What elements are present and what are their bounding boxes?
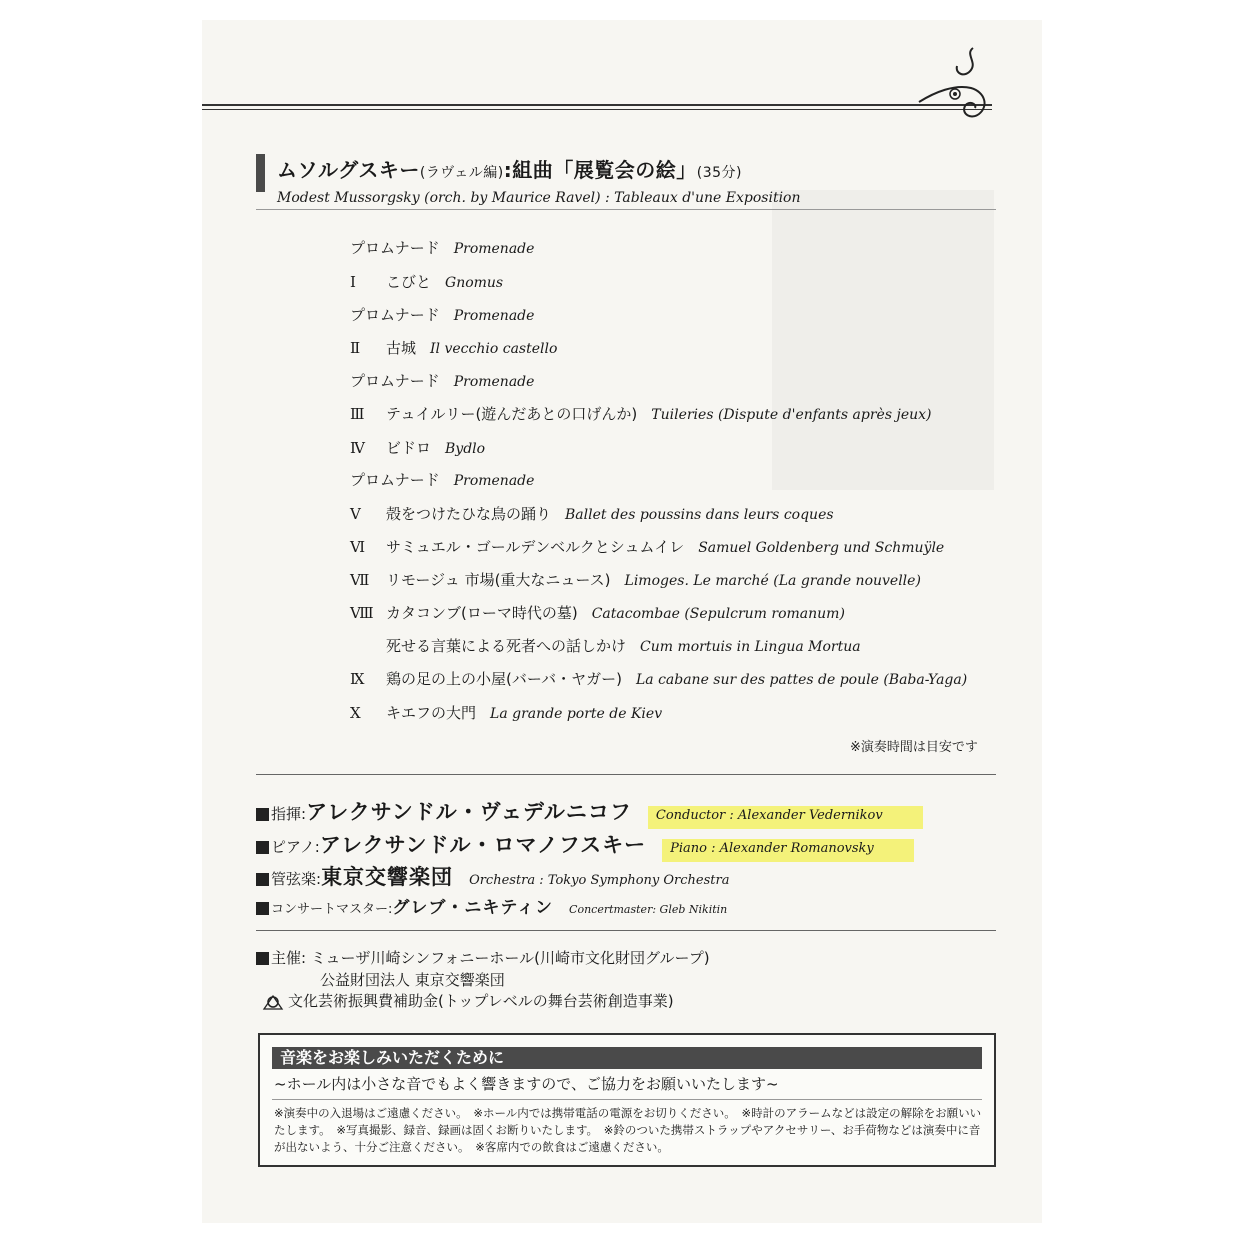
- performer-pianist: ピアノ:アレクサンドル・ロマノフスキー Piano : Alexander Romanovsky: [256, 829, 914, 859]
- flourish-ornament-icon: [915, 44, 995, 124]
- movement-item: Ⅲ テュイルリー(遊んだあとの口げんか) Tuileries (Dispute d'enfants après jeux): [350, 405, 932, 423]
- performer-concertmaster: コンサートマスター:グレブ・ニキティン Concertmaster: Gleb Nikitin: [256, 893, 727, 918]
- notice-subheading: ~ホール内は小さな音でもよく響きますので、ご協力をお願いいたします~: [274, 1075, 779, 1093]
- movement-item: Ⅰ こびと Gnomus: [350, 273, 504, 291]
- work-title: [277, 154, 742, 183]
- section-divider: [256, 930, 996, 931]
- movement-item: 死せる言葉による死者への話しかけ Cum mortuis in Lingua Mortua: [386, 637, 861, 655]
- movement-item: Ⅱ 古城 Il vecchio castello: [350, 339, 558, 357]
- duration: (35分): [696, 165, 743, 181]
- performer-conductor: 指揮:アレクサンドル・ヴェデルニコフ Conductor : Alexander Vedernikov: [256, 796, 923, 826]
- movement-item: Ⅵ サミュエル・ゴールデンベルクとシュムイレ Samuel Goldenberg und Schmuÿle: [350, 538, 945, 556]
- movement-item: プロムナード Promenade: [350, 239, 535, 257]
- movement-item: Ⅷ カタコンブ(ローマ時代の墓) Catacombae (Sepulcrum romanum): [350, 604, 845, 622]
- organizer-line-2: 公益財団法人 東京交響楽団: [320, 971, 505, 989]
- bullet-square-icon: [256, 841, 269, 854]
- composer: ムソルグスキー: [277, 158, 420, 182]
- organizer-line: 主催: ミューザ川崎シンフォニーホール(川崎市文化財団グループ): [256, 947, 710, 968]
- movement-item: プロムナード Promenade: [350, 471, 535, 489]
- grant-line: 文化芸術振興費補助金(トップレベルの舞台芸術創造事業): [262, 990, 674, 1011]
- movement-item: プロムナード Promenade: [350, 306, 535, 324]
- notice-body: ※演奏中の入退場はご遠慮ください。 ※ホール内では携帯電話の電源をお切りください。 ※時計のアラームなどは設定の解除をお願いいたします。 ※写真撮影、録音、録画は固くお断りいたします。 ※鈴のついた携帯ストラップやアクセサリー、お手荷物などは演奏中に音が出ないよう、十分ご注意ください。 ※客席内での飲食はご遠慮ください。: [274, 1106, 982, 1154]
- bullet-square-icon: [256, 902, 269, 915]
- performer-orchestra: 管弦楽:東京交響楽団 Orchestra : Tokyo Symphony Orchestra: [256, 861, 729, 891]
- movement-item: Ⅳ ビドロ Bydlo: [350, 439, 486, 457]
- movement-item: プロムナード Promenade: [350, 372, 535, 390]
- work-subtitle: Modest Mussorgsky (orch. by Maurice Ravel) : Tableaux d'une Exposition: [277, 190, 801, 206]
- bullet-square-icon: [256, 873, 269, 886]
- movement-item: Ⅹ キエフの大門 La grande porte de Kiev: [350, 704, 663, 722]
- culture-agency-emblem-icon: [262, 993, 284, 1011]
- subtitle-rule: [256, 209, 996, 210]
- show-through-shadow: [772, 190, 994, 490]
- bullet-square-icon: [256, 808, 269, 821]
- arranger: (ラヴェル編): [419, 165, 504, 181]
- notice-heading: 音楽をお楽しみいただくために: [272, 1047, 982, 1069]
- movement-item: Ⅸ 鶏の足の上の小屋(バーバ・ヤガー) La cabane sur des pattes de poule (Baba-Yaga): [350, 670, 968, 688]
- duration-note: ※演奏時間は目安です: [850, 740, 978, 755]
- movement-item: Ⅴ 殻をつけたひな鳥の踊り Ballet des poussins dans leurs coques: [350, 505, 834, 523]
- title-accent-bar: [256, 154, 265, 192]
- work-name: :組曲「展覧会の絵」: [503, 158, 697, 182]
- bullet-square-icon: [256, 952, 269, 965]
- section-divider: [256, 774, 996, 775]
- notice-rule: [272, 1099, 982, 1100]
- header-rule: [202, 104, 992, 110]
- audience-notice-box: [258, 1033, 996, 1167]
- movement-item: Ⅶ リモージュ 市場(重大なニュース) Limoges. Le marché (La grande nouvelle): [350, 571, 921, 589]
